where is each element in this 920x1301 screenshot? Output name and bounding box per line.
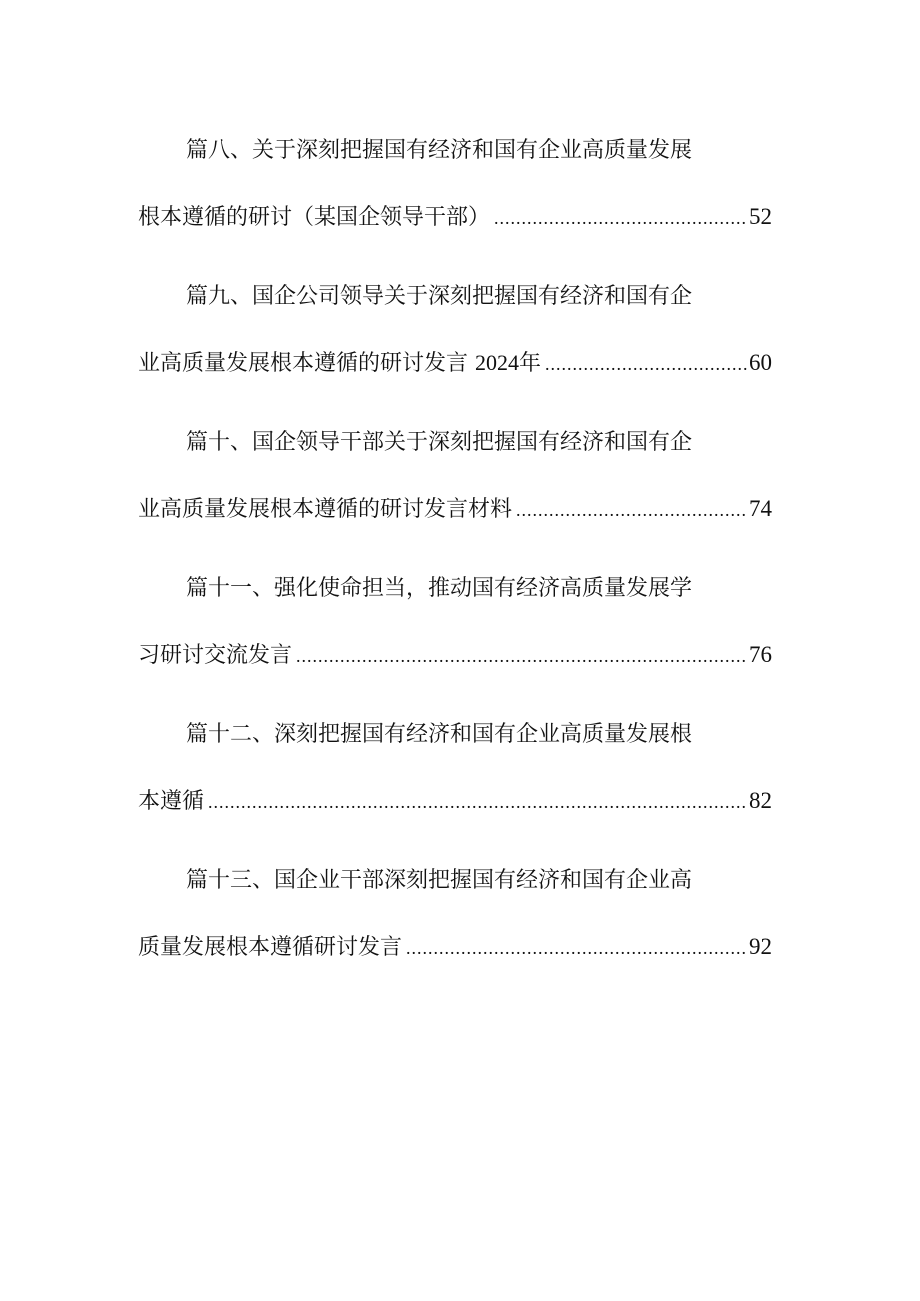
toc-entry-13[interactable] <box>138 858 772 970</box>
toc-entry-title-line1[interactable]: 篇十二、深刻把握国有经济和国有企业高质量发展根 <box>186 722 693 747</box>
toc-entry-title-line2-row[interactable] <box>138 924 772 970</box>
toc-entry-title-line2-row[interactable] <box>138 486 772 532</box>
toc-entry-title-line1[interactable]: 篇十三、国企业干部深刻把握国有经济和国有企业高 <box>186 868 693 893</box>
toc-entry-title-line2[interactable]: 根本遵循的研讨（某国企领导干部） <box>138 205 491 230</box>
toc-entry-8[interactable] <box>138 128 772 240</box>
toc-entry-9[interactable] <box>138 274 772 386</box>
toc-page-number[interactable]: 76 <box>749 642 772 667</box>
toc-entry-title-line1[interactable]: 篇十、国企领导干部关于深刻把握国有经济和国有企 <box>186 430 693 455</box>
toc-entry-10[interactable] <box>138 420 772 532</box>
dot-leader <box>545 341 747 387</box>
toc-entry-title-line2[interactable]: 业高质量发展根本遵循的研讨发言材料 <box>138 497 513 522</box>
table-of-contents <box>138 128 772 1004</box>
toc-entry-title-line2[interactable]: 质量发展根本遵循研讨发言 <box>138 935 403 960</box>
toc-page-number[interactable]: 82 <box>749 788 772 813</box>
toc-page-number[interactable]: 92 <box>749 934 772 959</box>
toc-entry-title-line2[interactable]: 习研讨交流发言 <box>138 643 293 668</box>
toc-entry-11[interactable] <box>138 566 772 678</box>
toc-entry-year[interactable]: 2024年 <box>475 350 542 375</box>
toc-entry-title-line2-row[interactable] <box>138 194 772 240</box>
toc-entry-title-line1[interactable]: 篇十一、强化使命担当，推动国有经济高质量发展学 <box>186 576 693 601</box>
dot-leader <box>406 925 747 971</box>
toc-entry-title-line2[interactable]: 本遵循 <box>138 789 205 814</box>
dot-leader <box>208 779 747 825</box>
dot-leader <box>516 487 747 533</box>
toc-page-number[interactable]: 52 <box>749 204 772 229</box>
toc-entry-title-text[interactable]: 业高质量发展根本遵循的研讨发言 <box>138 351 469 376</box>
toc-page-number[interactable]: 60 <box>749 350 772 375</box>
toc-entry-title-line2-row[interactable] <box>138 778 772 824</box>
toc-entry-title-line2-row[interactable] <box>138 340 772 386</box>
toc-entry-title-line2[interactable] <box>138 340 541 387</box>
toc-entry-title-line1[interactable]: 篇八、关于深刻把握国有经济和国有企业高质量发展 <box>186 138 693 163</box>
toc-page-number[interactable]: 74 <box>749 496 772 521</box>
toc-entry-title-line2-row[interactable] <box>138 632 772 678</box>
dot-leader <box>494 195 747 241</box>
toc-entry-title-line1[interactable]: 篇九、国企公司领导关于深刻把握国有经济和国有企 <box>186 284 693 309</box>
dot-leader <box>296 633 747 679</box>
toc-entry-12[interactable] <box>138 712 772 824</box>
